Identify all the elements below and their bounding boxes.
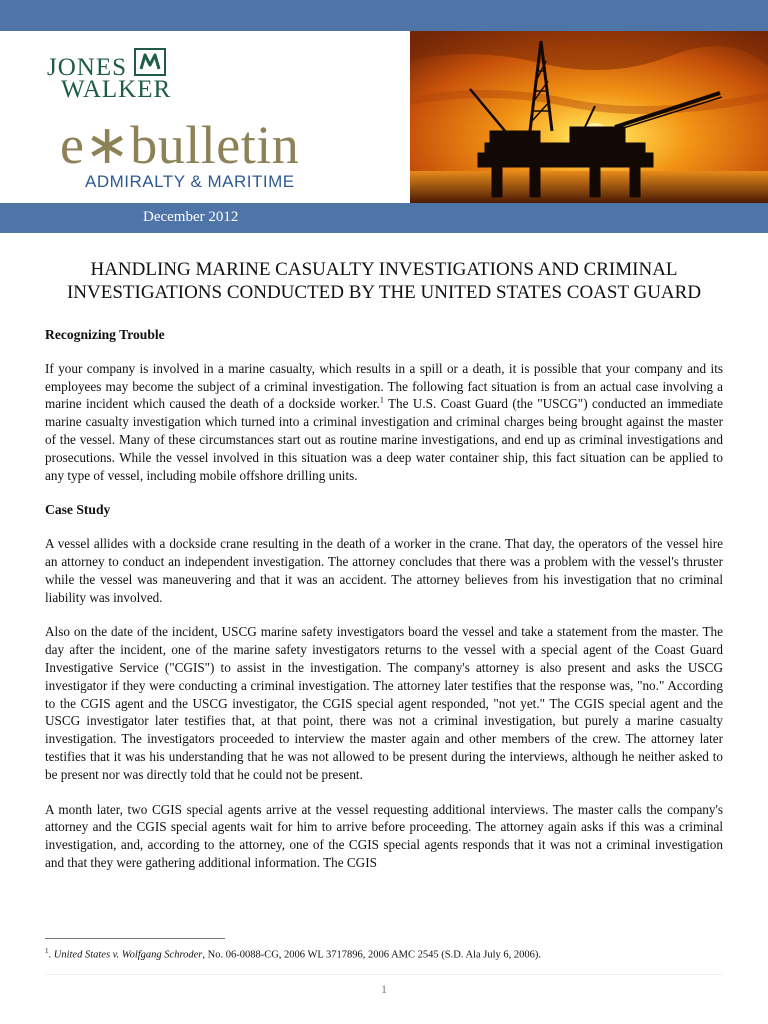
paragraph-4: A month later, two CGIS special agents arrive at the vessel requesting additional interviews. The master calls the company's attorney and the CGIS special agents wait for him to arrive before proceeding. The attorney again asks if this was a criminal investigation, and, according to the attorney, one of the CGIS special agents responds that it was not a criminal investigation and that they were gathering additional information. The CGIS <box>45 801 723 870</box>
top-color-band <box>0 0 768 31</box>
title-line-1: HANDLING MARINE CASUALTY INVESTIGATIONS AND CRIMINAL <box>90 259 678 280</box>
footnote: $^1$. United States v. Wolfgang Schroder, No. 06-0088-CG, 2006 WL 3717896, 2006 AMC 2545 (S.D. Ala July 6, 2006). <box>45 947 542 961</box>
logo-line-1: JONES <box>47 54 128 81</box>
footnote-divider <box>45 938 225 939</box>
section-heading-recognizing-trouble: Recognizing Trouble <box>45 327 165 342</box>
title-line-2: INVESTIGATIONS CONDUCTED BY THE UNITED STATES COAST GUARD <box>66 282 702 303</box>
oil-rig-sunset-image <box>410 31 768 203</box>
page-number: 1 <box>381 982 387 996</box>
paragraph-1: If your company is involved in a marine casualty, which results in a spill or a death, it is possible that your company and its employees may become the subject of a criminal investigation. The following fact situation is from an actual case involving a marine incident which caused the death of a dockside worker.$^1$ The U.S. Coast Guard (the "USCG") conducted an immediate marine casualty investigation which turned into a criminal investigation and criminal charges being brought against the master of the vessel. Many of these circumstances start out as routine marine investigations, and end up as criminal investigations and prosecutions. While the vessel involved in this situation was a deep water container ship, this fact situation can be applied to any type of vessel, including mobile offshore drilling units. <box>45 360 723 483</box>
logo-line-2: WALKER <box>61 76 172 103</box>
footnote-number: 1 <box>45 947 49 955</box>
jones-walker-logo <box>47 54 187 109</box>
practice-area: ADMIRALTY & MARITIME <box>85 172 295 191</box>
paragraph-3: Also on the date of the incident, USCG marine safety investigators board the vessel and take a statement from the master. The day after the incident, one of the marine safety investigators returns to the vessel with a special agent of the Coast Guard Investigative Service ("CGIS") to assist in the investigation. The company's attorney is also present and asks the USCG investigator if they were conducting a criminal investigation. The attorney later testifies that the response was, "no." According to the CGIS agent and the USCG investigator, the CGIS special agent responded, "not yet." The CGIS special agent and the USCG investigator later testifies that, at that point, there was not a criminal investigation, but purely a marine casualty investigation. The investigators proceeded to interview the master again and other members of the crew. The attorney later testifies that it was his understanding that he was not allowed to be present during the interviews, although he neither asked to be present nor was directly told that he could not be present. <box>45 624 723 782</box>
section-heading-case-study: Case Study <box>45 502 111 518</box>
page-bottom-rule <box>45 974 723 975</box>
date-band <box>0 203 768 233</box>
footnote-ref[interactable]: 1 <box>379 396 384 405</box>
paragraph-2: A vessel allides with a dockside crane resulting in the death of a worker in the crane. That day, the operators of the vessel hire an attorney to conduct an independent investigation. The attorney concludes that there was a problem with the vessel's thruster while the vessel was maneuvering and that it was an accident. The attorney believes from his investigation that no criminal liability was involved. <box>45 536 723 605</box>
issue-date: December 2012 <box>143 209 239 225</box>
logo-monogram-icon <box>134 47 168 77</box>
footnote-citation: , No. 06-0088-CG, 2006 WL 3717896, 2006 AMC 2545 (S.D. Ala July 6, 2006). <box>202 949 542 961</box>
footnote-case-name: United States v. Wolfgang Schroder <box>53 949 203 961</box>
article-body <box>45 326 723 889</box>
ebulletin-wordmark: e∗bulletin <box>60 115 300 175</box>
article-title <box>30 258 738 304</box>
